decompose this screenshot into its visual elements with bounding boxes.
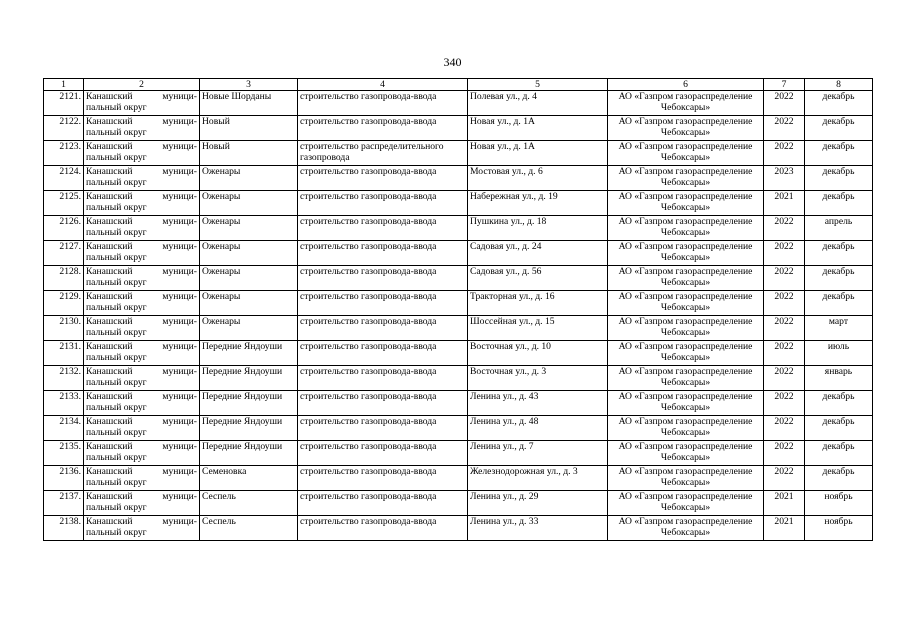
- table-row: [44, 116, 873, 141]
- year-cell: 2021: [764, 191, 805, 216]
- table-row: [44, 91, 873, 116]
- row-number: 2137.: [44, 491, 84, 516]
- settlement-cell: Сеспель: [200, 491, 298, 516]
- work-type-cell: [298, 216, 468, 241]
- organization-line-1: АО «Газпром газораспределение: [618, 366, 753, 377]
- settlement-cell: Оженары: [200, 241, 298, 266]
- organization-cell: [608, 516, 764, 541]
- district-hyphen-part: муници-: [162, 266, 197, 277]
- settlement-cell: Сеспель: [200, 516, 298, 541]
- address-cell: Ленина ул., д. 7: [468, 441, 608, 466]
- district-cell: [84, 516, 200, 541]
- year-cell: 2021: [764, 491, 805, 516]
- month-cell: декабрь: [805, 141, 873, 166]
- table-row: [44, 416, 873, 441]
- organization-cell: [608, 391, 764, 416]
- table-row: [44, 141, 873, 166]
- organization-line-2: Чебоксары»: [660, 302, 711, 313]
- month-cell: декабрь: [805, 266, 873, 291]
- district-hyphen-part: муници-: [162, 491, 197, 502]
- work-type-cell: [298, 366, 468, 391]
- column-header: 2: [84, 79, 200, 91]
- row-number: 2138.: [44, 516, 84, 541]
- work-type-line-1: строительство газопровода-ввода: [300, 466, 437, 477]
- column-header: 3: [200, 79, 298, 91]
- month-cell: июль: [805, 341, 873, 366]
- column-number-row: [44, 79, 873, 91]
- year-cell: 2021: [764, 516, 805, 541]
- organization-line-1: АО «Газпром газораспределение: [618, 116, 753, 127]
- organization-line-2: Чебоксары»: [660, 527, 711, 538]
- settlement-cell: Оженары: [200, 316, 298, 341]
- district-suffix: пальный округ: [86, 402, 147, 413]
- organization-line-2: Чебоксары»: [660, 452, 711, 463]
- work-type-cell: [298, 241, 468, 266]
- month-cell: декабрь: [805, 241, 873, 266]
- work-type-cell: [298, 141, 468, 166]
- district-suffix: пальный округ: [86, 202, 147, 213]
- district-suffix: пальный округ: [86, 177, 147, 188]
- district-name: Канашский: [86, 241, 133, 252]
- district-cell: [84, 491, 200, 516]
- work-type-cell: [298, 516, 468, 541]
- year-cell: 2022: [764, 416, 805, 441]
- work-type-line-1: строительство газопровода-ввода: [300, 191, 437, 202]
- work-type-cell: [298, 166, 468, 191]
- organization-line-1: АО «Газпром газораспределение: [618, 441, 753, 452]
- district-suffix: пальный округ: [86, 377, 147, 388]
- table-row: [44, 341, 873, 366]
- work-type-line-1: строительство газопровода-ввода: [300, 241, 437, 252]
- address-cell: Восточная ул., д. 10: [468, 341, 608, 366]
- organization-line-2: Чебоксары»: [660, 427, 711, 438]
- organization-line-2: Чебоксары»: [660, 127, 711, 138]
- settlement-cell: Новые Шорданы: [200, 91, 298, 116]
- table-row: [44, 241, 873, 266]
- work-type-line-1: строительство газопровода-ввода: [300, 341, 437, 352]
- organization-cell: [608, 266, 764, 291]
- settlement-cell: Оженары: [200, 216, 298, 241]
- work-type-cell: [298, 441, 468, 466]
- work-type-line-1: строительство газопровода-ввода: [300, 266, 437, 277]
- district-suffix: пальный округ: [86, 152, 147, 163]
- district-hyphen-part: муници-: [162, 416, 197, 427]
- year-cell: 2022: [764, 116, 805, 141]
- organization-line-1: АО «Газпром газораспределение: [618, 266, 753, 277]
- organization-cell: [608, 466, 764, 491]
- year-cell: 2022: [764, 341, 805, 366]
- district-suffix: пальный округ: [86, 527, 147, 538]
- table-row: [44, 216, 873, 241]
- organization-line-1: АО «Газпром газораспределение: [618, 166, 753, 177]
- month-cell: декабрь: [805, 416, 873, 441]
- organization-line-1: АО «Газпром газораспределение: [618, 291, 753, 302]
- table-row: [44, 266, 873, 291]
- district-cell: [84, 316, 200, 341]
- district-name: Канашский: [86, 91, 133, 102]
- row-number: 2125.: [44, 191, 84, 216]
- organization-line-1: АО «Газпром газораспределение: [618, 191, 753, 202]
- settlement-cell: Передние Яндоуши: [200, 366, 298, 391]
- district-cell: [84, 416, 200, 441]
- organization-line-2: Чебоксары»: [660, 152, 711, 163]
- column-header: 5: [468, 79, 608, 91]
- district-suffix: пальный округ: [86, 277, 147, 288]
- district-hyphen-part: муници-: [162, 291, 197, 302]
- year-cell: 2022: [764, 291, 805, 316]
- column-header: 6: [608, 79, 764, 91]
- work-type-line-1: строительство распределительного: [300, 141, 444, 152]
- settlement-cell: Оженары: [200, 191, 298, 216]
- year-cell: 2022: [764, 91, 805, 116]
- work-type-cell: [298, 191, 468, 216]
- organization-cell: [608, 366, 764, 391]
- address-cell: Пушкина ул., д. 18: [468, 216, 608, 241]
- year-cell: 2022: [764, 266, 805, 291]
- district-name: Канашский: [86, 466, 133, 477]
- district-hyphen-part: муници-: [162, 166, 197, 177]
- district-cell: [84, 191, 200, 216]
- organization-cell: [608, 491, 764, 516]
- organization-line-1: АО «Газпром газораспределение: [618, 316, 753, 327]
- district-suffix: пальный округ: [86, 352, 147, 363]
- organization-line-1: АО «Газпром газораспределение: [618, 466, 753, 477]
- district-name: Канашский: [86, 116, 133, 127]
- organization-cell: [608, 116, 764, 141]
- settlement-cell: Новый: [200, 141, 298, 166]
- district-cell: [84, 291, 200, 316]
- work-type-cell: [298, 91, 468, 116]
- work-type-line-1: строительство газопровода-ввода: [300, 491, 437, 502]
- district-cell: [84, 341, 200, 366]
- table-row: [44, 391, 873, 416]
- month-cell: март: [805, 316, 873, 341]
- month-cell: декабрь: [805, 441, 873, 466]
- organization-cell: [608, 341, 764, 366]
- month-cell: ноябрь: [805, 491, 873, 516]
- work-type-cell: [298, 341, 468, 366]
- organization-cell: [608, 441, 764, 466]
- district-hyphen-part: муници-: [162, 216, 197, 227]
- address-cell: Восточная ул., д. 3: [468, 366, 608, 391]
- work-type-line-1: строительство газопровода-ввода: [300, 516, 437, 527]
- district-cell: [84, 116, 200, 141]
- organization-cell: [608, 216, 764, 241]
- row-number: 2135.: [44, 441, 84, 466]
- district-hyphen-part: муници-: [162, 341, 197, 352]
- address-cell: Новая ул., д. 1А: [468, 116, 608, 141]
- address-cell: Набережная ул., д. 19: [468, 191, 608, 216]
- district-hyphen-part: муници-: [162, 466, 197, 477]
- settlement-cell: Оженары: [200, 166, 298, 191]
- district-hyphen-part: муници-: [162, 191, 197, 202]
- organization-line-1: АО «Газпром газораспределение: [618, 416, 753, 427]
- district-suffix: пальный округ: [86, 102, 147, 113]
- district-hyphen-part: муници-: [162, 316, 197, 327]
- work-type-line-1: строительство газопровода-ввода: [300, 116, 437, 127]
- address-cell: Полевая ул., д. 4: [468, 91, 608, 116]
- table-row: [44, 366, 873, 391]
- district-cell: [84, 366, 200, 391]
- district-suffix: пальный округ: [86, 302, 147, 313]
- organization-cell: [608, 166, 764, 191]
- organization-line-2: Чебоксары»: [660, 227, 711, 238]
- settlement-cell: Новый: [200, 116, 298, 141]
- district-cell: [84, 241, 200, 266]
- district-name: Канашский: [86, 516, 133, 527]
- column-header: 7: [764, 79, 805, 91]
- work-type-line-2: газопровода: [300, 152, 350, 163]
- organization-cell: [608, 316, 764, 341]
- table-row: [44, 491, 873, 516]
- row-number: 2121.: [44, 91, 84, 116]
- district-cell: [84, 466, 200, 491]
- year-cell: 2022: [764, 366, 805, 391]
- settlement-cell: Семеновка: [200, 466, 298, 491]
- district-name: Канашский: [86, 441, 133, 452]
- district-name: Канашский: [86, 191, 133, 202]
- address-cell: Садовая ул., д. 24: [468, 241, 608, 266]
- district-cell: [84, 266, 200, 291]
- row-number: 2122.: [44, 116, 84, 141]
- organization-line-2: Чебоксары»: [660, 252, 711, 263]
- year-cell: 2022: [764, 216, 805, 241]
- organization-line-2: Чебоксары»: [660, 402, 711, 413]
- address-cell: Новая ул., д. 1А: [468, 141, 608, 166]
- year-cell: 2022: [764, 141, 805, 166]
- district-name: Канашский: [86, 291, 133, 302]
- work-type-cell: [298, 316, 468, 341]
- year-cell: 2022: [764, 466, 805, 491]
- district-name: Канашский: [86, 491, 133, 502]
- row-number: 2127.: [44, 241, 84, 266]
- table-row: [44, 466, 873, 491]
- work-type-line-1: строительство газопровода-ввода: [300, 91, 437, 102]
- organization-line-2: Чебоксары»: [660, 277, 711, 288]
- row-number: 2129.: [44, 291, 84, 316]
- organization-line-1: АО «Газпром газораспределение: [618, 341, 753, 352]
- organization-line-2: Чебоксары»: [660, 502, 711, 513]
- address-cell: Ленина ул., д. 29: [468, 491, 608, 516]
- table-row: [44, 291, 873, 316]
- district-name: Канашский: [86, 416, 133, 427]
- settlement-cell: Передние Яндоуши: [200, 416, 298, 441]
- year-cell: 2022: [764, 441, 805, 466]
- work-type-cell: [298, 466, 468, 491]
- row-number: 2132.: [44, 366, 84, 391]
- district-suffix: пальный округ: [86, 477, 147, 488]
- gas-connection-table: [43, 78, 873, 541]
- row-number: 2126.: [44, 216, 84, 241]
- district-name: Канашский: [86, 216, 133, 227]
- organization-line-2: Чебоксары»: [660, 202, 711, 213]
- district-suffix: пальный округ: [86, 502, 147, 513]
- work-type-line-1: строительство газопровода-ввода: [300, 441, 437, 452]
- district-name: Канашский: [86, 366, 133, 377]
- table-row: [44, 191, 873, 216]
- district-hyphen-part: муници-: [162, 391, 197, 402]
- table-row: [44, 316, 873, 341]
- address-cell: Шоссейная ул., д. 15: [468, 316, 608, 341]
- district-name: Канашский: [86, 266, 133, 277]
- address-cell: Тракторная ул., д. 16: [468, 291, 608, 316]
- month-cell: декабрь: [805, 166, 873, 191]
- month-cell: апрель: [805, 216, 873, 241]
- work-type-line-1: строительство газопровода-ввода: [300, 366, 437, 377]
- row-number: 2134.: [44, 416, 84, 441]
- address-cell: Мостовая ул., д. 6: [468, 166, 608, 191]
- month-cell: декабрь: [805, 466, 873, 491]
- work-type-cell: [298, 116, 468, 141]
- address-cell: Ленина ул., д. 33: [468, 516, 608, 541]
- settlement-cell: Передние Яндоуши: [200, 391, 298, 416]
- work-type-line-1: строительство газопровода-ввода: [300, 316, 437, 327]
- month-cell: ноябрь: [805, 516, 873, 541]
- district-suffix: пальный округ: [86, 127, 147, 138]
- organization-line-2: Чебоксары»: [660, 477, 711, 488]
- year-cell: 2022: [764, 316, 805, 341]
- district-suffix: пальный округ: [86, 227, 147, 238]
- work-type-cell: [298, 391, 468, 416]
- organization-line-2: Чебоксары»: [660, 177, 711, 188]
- district-name: Канашский: [86, 141, 133, 152]
- work-type-line-1: строительство газопровода-ввода: [300, 416, 437, 427]
- district-cell: [84, 166, 200, 191]
- district-name: Канашский: [86, 166, 133, 177]
- district-hyphen-part: муници-: [162, 441, 197, 452]
- settlement-cell: Оженары: [200, 266, 298, 291]
- district-suffix: пальный округ: [86, 452, 147, 463]
- district-name: Канашский: [86, 316, 133, 327]
- row-number: 2133.: [44, 391, 84, 416]
- work-type-line-1: строительство газопровода-ввода: [300, 291, 437, 302]
- district-cell: [84, 216, 200, 241]
- district-cell: [84, 91, 200, 116]
- work-type-cell: [298, 491, 468, 516]
- organization-line-1: АО «Газпром газораспределение: [618, 491, 753, 502]
- month-cell: декабрь: [805, 291, 873, 316]
- page-number: 340: [443, 55, 462, 69]
- organization-line-1: АО «Газпром газораспределение: [618, 216, 753, 227]
- organization-cell: [608, 416, 764, 441]
- organization-line-2: Чебоксары»: [660, 102, 711, 113]
- organization-line-2: Чебоксары»: [660, 377, 711, 388]
- work-type-line-1: строительство газопровода-ввода: [300, 216, 437, 227]
- settlement-cell: Передние Яндоуши: [200, 441, 298, 466]
- organization-line-2: Чебоксары»: [660, 352, 711, 363]
- row-number: 2124.: [44, 166, 84, 191]
- address-cell: Ленина ул., д. 48: [468, 416, 608, 441]
- table-body: [44, 91, 873, 541]
- month-cell: январь: [805, 366, 873, 391]
- organization-line-1: АО «Газпром газораспределение: [618, 516, 753, 527]
- row-number: 2123.: [44, 141, 84, 166]
- work-type-line-1: строительство газопровода-ввода: [300, 166, 437, 177]
- organization-cell: [608, 91, 764, 116]
- row-number: 2136.: [44, 466, 84, 491]
- work-type-cell: [298, 266, 468, 291]
- organization-cell: [608, 241, 764, 266]
- settlement-cell: Передние Яндоуши: [200, 341, 298, 366]
- district-cell: [84, 441, 200, 466]
- district-hyphen-part: муници-: [162, 241, 197, 252]
- district-cell: [84, 141, 200, 166]
- month-cell: декабрь: [805, 391, 873, 416]
- district-name: Канашский: [86, 391, 133, 402]
- month-cell: декабрь: [805, 191, 873, 216]
- district-suffix: пальный округ: [86, 327, 147, 338]
- district-suffix: пальный округ: [86, 252, 147, 263]
- district-name: Канашский: [86, 341, 133, 352]
- organization-line-1: АО «Газпром газораспределение: [618, 91, 753, 102]
- organization-line-1: АО «Газпром газораспределение: [618, 141, 753, 152]
- district-cell: [84, 391, 200, 416]
- month-cell: декабрь: [805, 91, 873, 116]
- address-cell: Садовая ул., д. 56: [468, 266, 608, 291]
- organization-line-1: АО «Газпром газораспределение: [618, 391, 753, 402]
- year-cell: 2023: [764, 166, 805, 191]
- work-type-line-1: строительство газопровода-ввода: [300, 391, 437, 402]
- month-cell: декабрь: [805, 116, 873, 141]
- organization-line-1: АО «Газпром газораспределение: [618, 241, 753, 252]
- row-number: 2130.: [44, 316, 84, 341]
- year-cell: 2022: [764, 241, 805, 266]
- organization-line-2: Чебоксары»: [660, 327, 711, 338]
- district-hyphen-part: муници-: [162, 366, 197, 377]
- row-number: 2128.: [44, 266, 84, 291]
- district-hyphen-part: муници-: [162, 516, 197, 527]
- organization-cell: [608, 191, 764, 216]
- column-header: 4: [298, 79, 468, 91]
- row-number: 2131.: [44, 341, 84, 366]
- work-type-cell: [298, 291, 468, 316]
- organization-cell: [608, 141, 764, 166]
- district-hyphen-part: муници-: [162, 141, 197, 152]
- year-cell: 2022: [764, 391, 805, 416]
- district-suffix: пальный округ: [86, 427, 147, 438]
- district-hyphen-part: муници-: [162, 91, 197, 102]
- work-type-cell: [298, 416, 468, 441]
- address-cell: Ленина ул., д. 43: [468, 391, 608, 416]
- column-header: 1: [44, 79, 84, 91]
- table-row: [44, 516, 873, 541]
- table-row: [44, 166, 873, 191]
- column-header: 8: [805, 79, 873, 91]
- organization-cell: [608, 291, 764, 316]
- table-row: [44, 441, 873, 466]
- settlement-cell: Оженары: [200, 291, 298, 316]
- address-cell: Железнодорожная ул., д. 3: [468, 466, 608, 491]
- district-hyphen-part: муници-: [162, 116, 197, 127]
